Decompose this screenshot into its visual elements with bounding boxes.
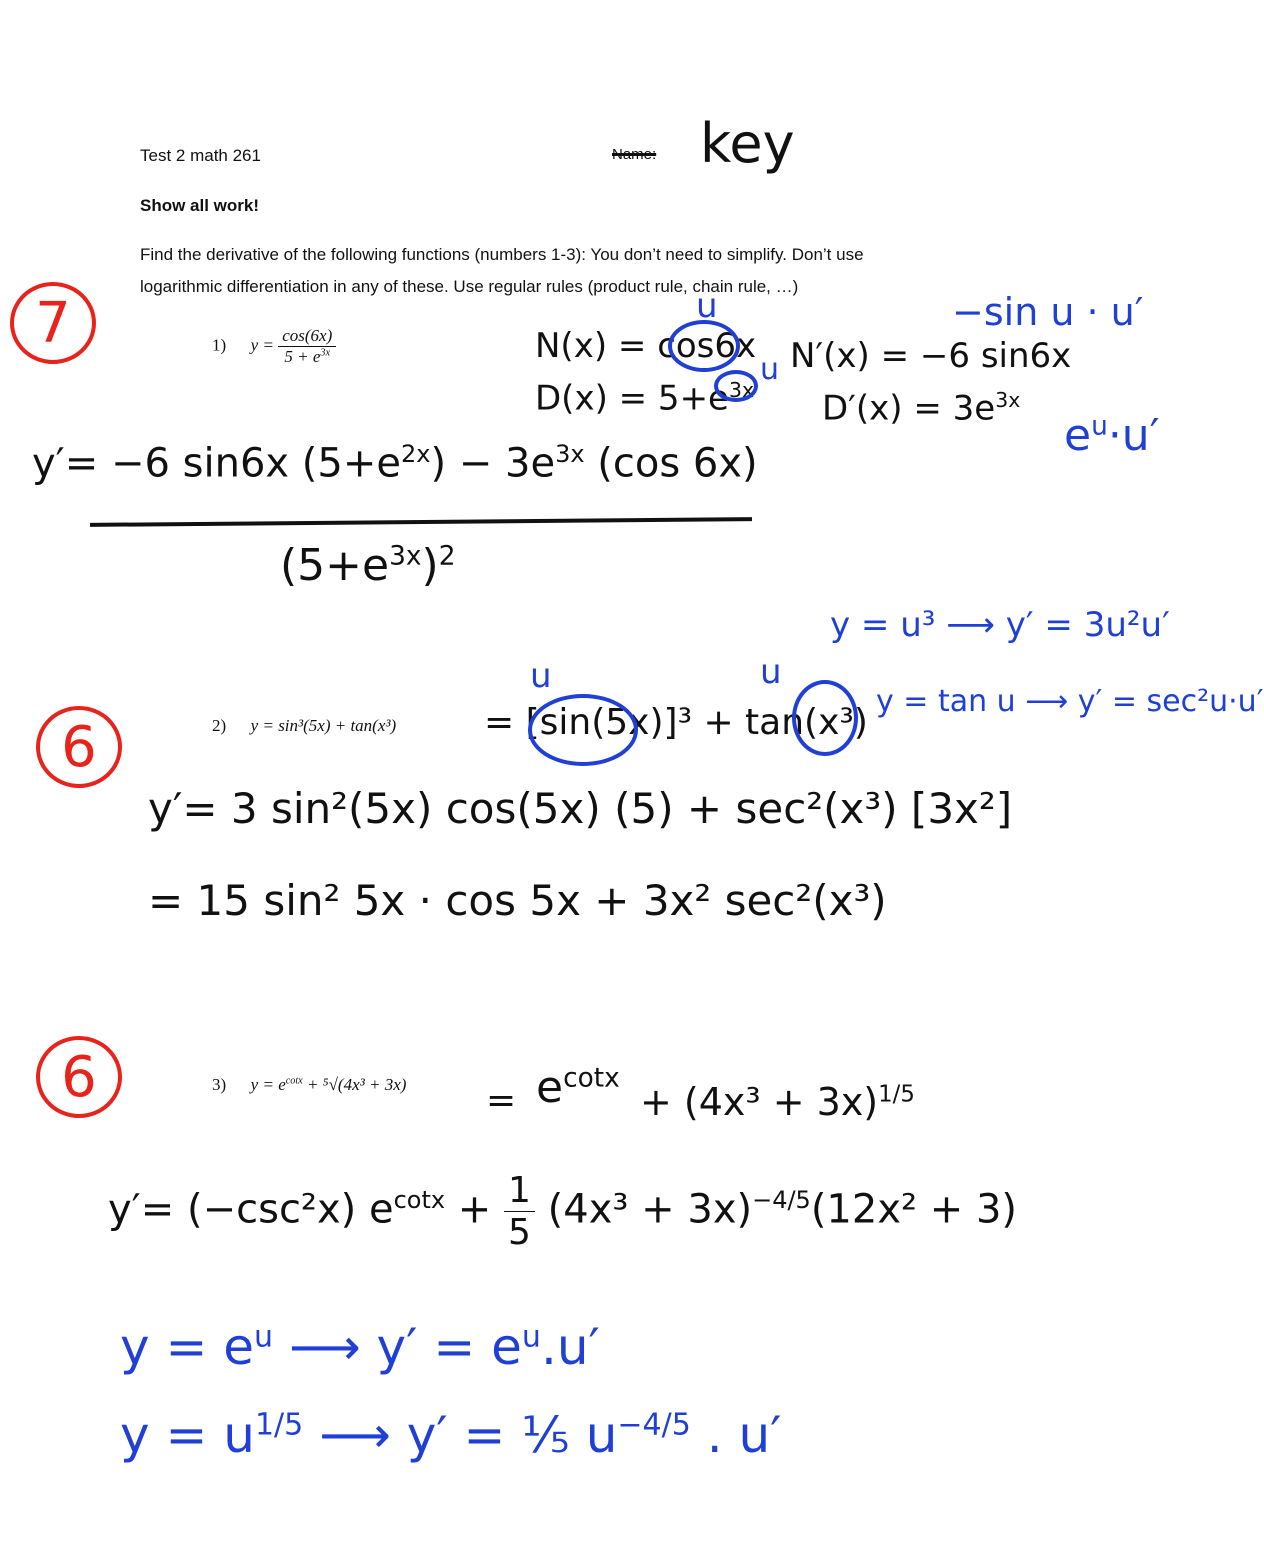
p3-hint-root: $y = u^{1/5}$ ⟶ y′ = ⅕ $u^{-4/5}$ . u′ [120,1406,782,1464]
problem-3: 3) $y = e^{cotx} + ^5√(4x^3 + 3x)$ [212,1075,407,1094]
p2-u-mark-2: u [760,652,782,692]
p3-answer: y′= (−csc²x) $e^{cotx}$ + $\frac{1}{5}$ $(4x^3 + 3x)^{-4/5}(12x^2 + 3)$ [108,1170,1018,1253]
p2-rewrite: = [sin(5x)]³ + tan(x³) [484,702,868,743]
p2-circle-x3 [792,680,858,756]
problem-1-lhs: y = [250,335,274,355]
p1-d-of-x: $D(x) = 5+e^{3x}$ [535,378,755,419]
show-work-instruction: Show all work! [140,196,260,215]
p2-hint-tan: y = tan u ⟶ y′ = sec²u·u′ [876,684,1264,719]
problem-2-function: y = sin³(5x) + tan(x³) [250,716,397,735]
problem-1 [212,326,336,367]
problem-1-numerator: cos(6x) [278,326,336,347]
p1-u-mark: u [696,286,718,326]
p3-rewrite-eq: = [486,1080,517,1121]
p3-answer-fraction: $\frac{1}{5}$ [504,1170,535,1253]
p2-circle-sin5x [528,694,638,766]
name-label [612,146,656,163]
p1-hint-sin: −sin u · u′ [952,290,1144,334]
p1-answer-numerator: y′= −6 sin6x $(5+e^{2x}) - 3e^{3x}$ (cos 6x) [32,440,758,487]
problem-1-denominator: $5 + e^{3x}$ [284,347,331,366]
score-problem-1-text: 7 [35,290,71,356]
p2-answer-line-2: = 15 sin² 5x · cos 5x + 3x² sec²(x³) [148,876,887,925]
p1-circle-3x [714,370,758,402]
score-problem-2 [36,706,122,788]
problem-3-number: 3) [212,1075,227,1094]
instruction-line-1: Find the derivative of the following functions (numbers 1-3): You don’t need to simplify. Don’t use [140,245,864,264]
name-label-text: Name: [612,146,657,163]
p2-hint-power: y = u³ ⟶ y′ = 3u²u′ [830,605,1170,645]
p1-u-mark-2: u [760,352,780,387]
score-problem-1 [10,282,96,364]
p3-rewrite-root: + $(4x^3 + 3x)^{1/5}$ [640,1080,915,1124]
p1-answer-denominator: $(5+e^{3x})^2$ [280,540,456,591]
p3-rewrite-exp: $e^{cotx}$ [536,1062,620,1113]
score-problem-2-text: 6 [61,714,97,780]
p1-n-prime: N′(x) = −6 sin6x [790,336,1072,376]
problem-2 [212,716,396,736]
p2-u-mark-1: u [530,656,552,696]
p1-answer-fraction-bar [90,517,752,527]
p1-n-of-x: N(x) = cos6x [535,326,757,366]
p1-d-prime: $D'(x) = 3e^{3x}$ [822,388,1021,429]
problem-1-fraction [278,326,336,367]
test-title: Test 2 math 261 [140,146,261,165]
p1-circle-6x [668,320,740,372]
instruction-line-2: logarithmic differentiation in any of these. Use regular rules (product rule, chain rule, …) [140,277,799,296]
name-value: key [700,112,795,175]
problem-2-number: 2) [212,716,227,735]
score-problem-3 [36,1036,122,1118]
p2-answer-line-1: y′= 3 sin²(5x) cos(5x) (5) + sec²(x³) [3x²] [148,784,1013,833]
p1-hint-exp: $e^u\cdot u'$ [1064,410,1160,461]
problem-1-number: 1) [212,335,227,355]
p3-hint-exp: $y = e^u$ ⟶ $y' = e^u.u'$ [120,1318,600,1376]
score-problem-3-text: 6 [61,1044,97,1110]
